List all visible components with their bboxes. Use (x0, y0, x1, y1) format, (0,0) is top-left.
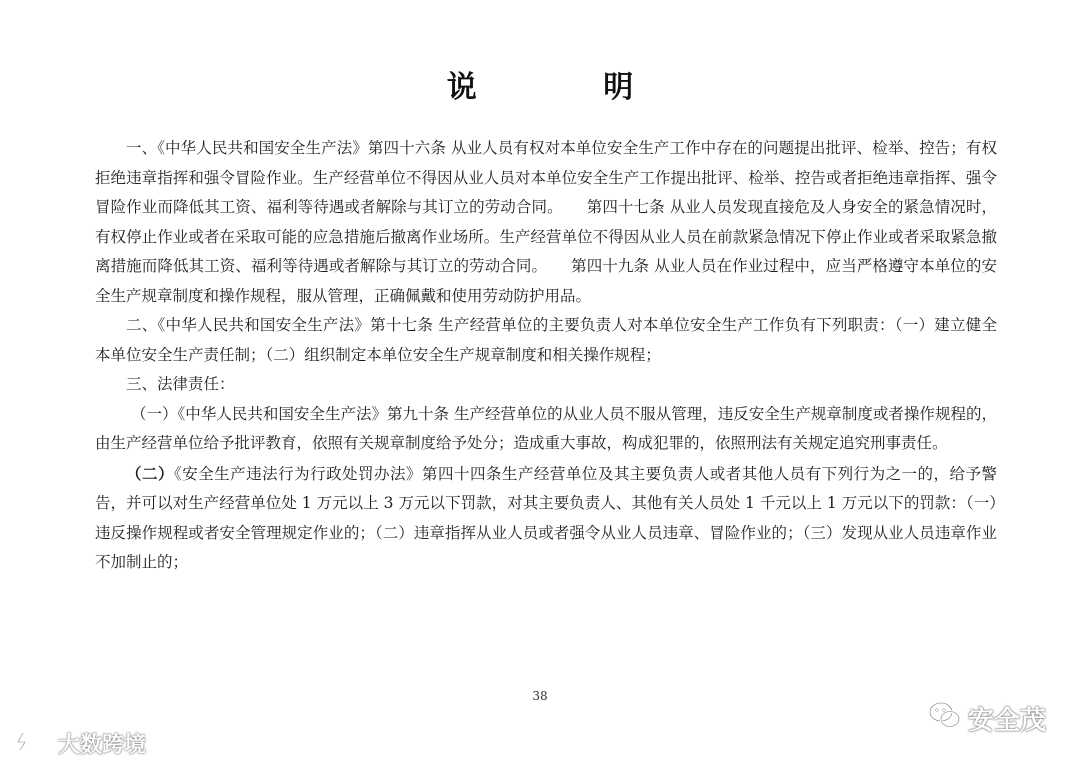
brand-logo-icon (14, 730, 54, 758)
paragraph-1-article-47: 第四十七条 从业人员发现直接危及人身安全的紧急情况时，有权停止作业或者在采取可能的应急措施后撤离作业场所。生产经营单位不得因从业人员在前款紧急情况下停止作业或者采取紧急撤离措施而降低其工资、福利等待遇或者解除与其订立的劳动合同。 (95, 198, 997, 275)
watermark-right (928, 700, 1046, 737)
page-title: 说 明 (446, 70, 692, 105)
paragraph-5 (95, 459, 997, 578)
paragraph-1 (95, 134, 997, 311)
page-number: 38 (532, 689, 548, 703)
paragraph-5-text: 《安全生产违法行为行政处罚办法》第四十四条生产经营单位及其主要负责人或者其他人员有下列行为之一的，给予警告，并可以对生产经营单位处 1 万元以上 3 万元以下罚款，对其主要负责人、其他有关人员处 1 千元以上 1 万元以下的罚款：（一）违反操作规程或者安全管理规定作业的；（二）违章指挥从业人员或者强令从业人员违章、冒险作业的；（三）发现从业人员违章作业不加制止的； (95, 464, 997, 571)
watermark-left-text: 大数跨境 (58, 733, 147, 758)
paragraph-2: 二、《中华人民共和国安全生产法》第十七条 生产经营单位的主要负责人对本单位安全生产工作负有下列职责：（一）建立健全本单位安全生产责任制；（二）组织制定本单位安全生产规章制度和相关操作规程； (95, 316, 997, 364)
paragraph-4: （一）《中华人民共和国安全生产法》第九十条 生产经营单位的从业人员不服从管理，违反安全生产规章制度或者操作规程的，由生产经营单位给予批评教育，依照有关规章制度给予处分；造成重大事故，构成犯罪的，依照刑法有关规定追究刑事责任。 (95, 404, 997, 452)
paragraph-3: 三、法律责任： (126, 375, 235, 393)
wechat-icon (928, 700, 962, 737)
watermark-right-text: 安全茂 (967, 706, 1046, 736)
document-body (95, 134, 997, 578)
watermark-left (14, 728, 146, 759)
paragraph-1-article-46: 一、《中华人民共和国安全生产法》第四十六条 从业人员有权对本单位安全生产工作中存在的问题提出批评、检举、控告；有权拒绝违章指挥和强令冒险作业。生产经营单位不得因从业人员对本单位安全生产工作提出批评、检举、控告或者拒绝违章指挥、强令冒险作业而降低其工资、福利等待遇或者解除与其订立的劳动合同。 (95, 139, 997, 216)
paragraph-5-lead: （二） (126, 463, 174, 483)
paragraph-1-article-49: 第四十九条 从业人员在作业过程中，应当严格遵守本单位的安全生产规章制度和操作规程，服从管理，正确佩戴和使用劳动防护用品。 (95, 257, 997, 305)
